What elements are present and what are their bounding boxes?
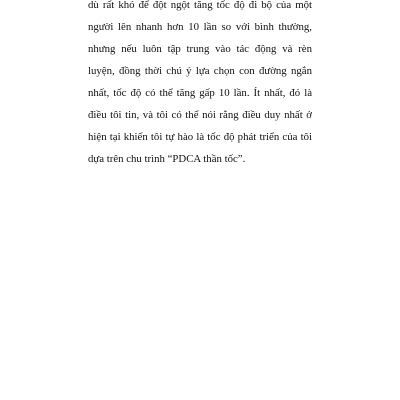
text-line: luyện, đồng thời chú ý lựa chọn con đường ngắn [88, 65, 312, 77]
body-paragraph [88, 0, 312, 170]
text-line: nhất, tốc độ có thể tăng gấp 10 lần. Ít nhất, đó là [88, 87, 312, 99]
text-line: dù rất khó để đột ngột tăng tốc độ đi bộ của một [88, 0, 312, 11]
text-line: người lên nhanh hơn 10 lần so với bình thường, [88, 21, 312, 33]
text-line: điều tôi tin, và tôi có thể nói rằng điều duy nhất ở [88, 109, 312, 121]
text-line: hiện tại khiến tôi tự hào là tốc độ phát triển của tôi [88, 131, 312, 143]
text-line: nhưng nếu luôn tập trung vào tác động và rèn [88, 43, 312, 55]
text-line-last: dựa trên chu trình “PDCA thần tốc”. [88, 153, 246, 165]
